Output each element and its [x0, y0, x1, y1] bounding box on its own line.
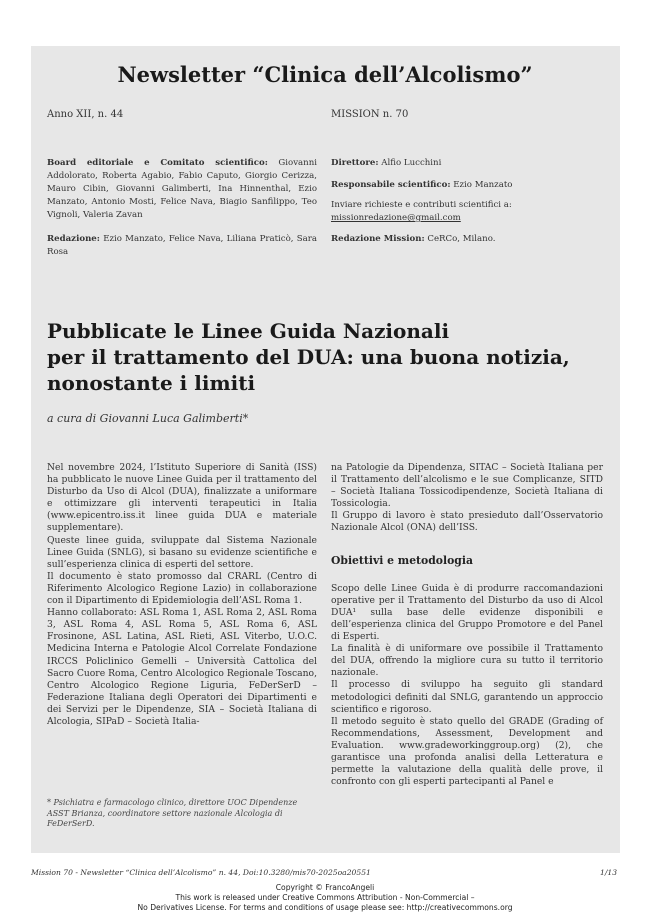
issue-label: Anno XII, n. 44 — [47, 109, 124, 120]
right-paragraph: Il Gruppo di lavoro è stato presieduto dall’Osservatorio Nazionale Alcol (ONA) dell’ISS. — [331, 510, 603, 534]
redazione-mission-value: CeRCo, Milano. — [427, 234, 496, 244]
email-link[interactable]: missionredazione@gmail.com — [331, 213, 461, 223]
mission-number: MISSION n. 70 — [331, 109, 409, 120]
left-paragraph: Hanno collaborato: ASL Roma 1, ASL Roma 2, ASL Roma 3, ASL Roma 4, ASL Roma 5, ASL Roma 6, ASL Frosinone, ASL Latina, ASL Rieti, ASL Viterbo, U.O.C. Medicina Interna e Patologie Alcol Correlate Fondazione IRCCS Policlinico Gemelli – Università Cattolica del Sacro Cuore Roma, Centro Alcologico Regionale Toscano, Centro Alcologico Regione Liguria, FeDerSerD – Federazione Italiana degli Operatori dei Dipartimenti e dei Servizi per le Dipendenze, SIA – Società Italiana di Alcologia, SIPaD – Società Italia- — [47, 607, 317, 727]
redazione-label: Redazione: — [47, 234, 100, 244]
right-paragraph: Scopo delle Linee Guida è di produrre raccomandazioni operative per il Trattamento del Disturbo da uso di Alcol DUA¹ sulla base delle evidenze disponibili e dell’esperienza clinica del Gruppo Promotore e del Panel di Esperti. — [331, 582, 603, 643]
redazione-mission-block — [331, 233, 601, 246]
responsabile-block — [331, 179, 601, 192]
right-column — [331, 462, 603, 788]
direttore-name: Alfio Lucchini — [381, 158, 442, 168]
heading-line-2: per il trattamento del DUA: una buona notizia, — [47, 345, 570, 369]
left-paragraph: Nel novembre 2024, l’Istituto Superiore di Sanità (ISS) ha pubblicato le nuove Linee Guida per il trattamento del Disturbo da Uso di Alcol (DUA), finalizzate a uniformare e ottimizzare gli interventi terapeutici in Italia (www.epicentro.iss.it linee guida DUA e materiale supplementare). — [47, 462, 317, 534]
article-heading — [47, 318, 607, 396]
right-paragraph: na Patologie da Dipendenza, SITAC – Società Italiana per il Trattamento dell’alcolismo e le sue Complicanze, SITD – Società Italiana Tossicodipendenze, Società Italiana di Tossicologia. — [331, 462, 603, 510]
heading-line-1: Pubblicate le Linee Guida Nazionali — [47, 319, 450, 343]
left-paragraph: Queste linee guida, sviluppate dal Sistema Nazionale Linee Guida (SNLG), si basano su evidenze scientifiche e sull’esperienza clinica di esperti del settore. — [47, 534, 317, 570]
byline: a cura di Giovanni Luca Galimberti* — [47, 412, 249, 425]
copyright: Copyright © FrancoAngeli — [275, 883, 375, 892]
license-line-1: This work is released under Creative Commons Attribution - Non-Commercial – — [175, 893, 475, 902]
left-column — [47, 462, 317, 728]
send-text: Inviare richieste e contributi scientifici a: — [331, 200, 512, 210]
section-heading: Obiettivi e metodologia — [331, 553, 473, 567]
contact-block — [331, 199, 601, 225]
right-paragraph: La finalità è di uniformare ove possibile il Trattamento del DUA, offrendo la migliore cura su tutto il territorio nazionale. — [331, 643, 603, 679]
right-paragraph: Il metodo seguito è stato quello del GRADE (Grading of Recommendations, Assessment, Development and Evaluation. www.gradeworkinggroup.org) (2), che garantisce una profonda analisi della Letteratura e permette la valutazione della qualità delle prove, il confronto con gli esperti partecipanti al Panel e — [331, 715, 603, 788]
responsabile-label: Responsabile scientifico: — [331, 180, 451, 190]
newsletter-title: Newsletter “Clinica dell’Alcolismo” — [117, 62, 533, 87]
license-line-2: No Derivatives License. For terms and conditions of usage please see: http://creativecommons.org — [137, 903, 513, 912]
heading-line-3: nonostante i limiti — [47, 371, 256, 395]
redazione-names: Ezio Manzato, Felice Nava, Liliana Praticò, Sara Rosa — [47, 234, 317, 257]
author-footnote: * Psichiatra e farmacologo clinico, direttore UOC Dipendenze ASST Brianza, coordinatore settore nazionale Alcologia di FeDerSerD. — [47, 798, 298, 828]
left-paragraph: Il documento è stato promosso dal CRARL (Centro di Riferimento Alcologico Regione Lazio) in collaborazione con il Dipartimento di Epidemiologia dell’ASL Roma 1. — [47, 570, 317, 607]
direttore-block — [331, 157, 601, 170]
board-names: Giovanni Addolorato, Roberta Agabio, Fabio Caputo, Giorgio Cerizza, Mauro Cibin, Giovanni Galimberti, Ina Hinnenthal, Ezio Manzato, Antonio Mosti, Felice Nava, Biagio Sanfilippo, Teo Vignoli, Valeria Zavan — [47, 158, 317, 220]
page-number: 1/13 — [600, 868, 618, 877]
redazione-block — [47, 233, 317, 259]
editorial-board — [47, 157, 317, 222]
footer-citation: Mission 70 - Newsletter “Clinica dell’Alcolismo” n. 44, Doi:10.3280/mis70-2025oa20551 — [31, 868, 371, 877]
direttore-label: Direttore: — [331, 158, 379, 168]
redazione-mission-label: Redazione Mission: — [331, 234, 425, 244]
right-paragraph: Il processo di sviluppo ha seguito gli standard metodologici definiti dal SNLG, garantendo un approccio scientifico e rigoroso. — [331, 679, 603, 715]
responsabile-name: Ezio Manzato — [453, 180, 513, 190]
board-label: Board editoriale e Comitato scientifico: — [47, 158, 268, 168]
